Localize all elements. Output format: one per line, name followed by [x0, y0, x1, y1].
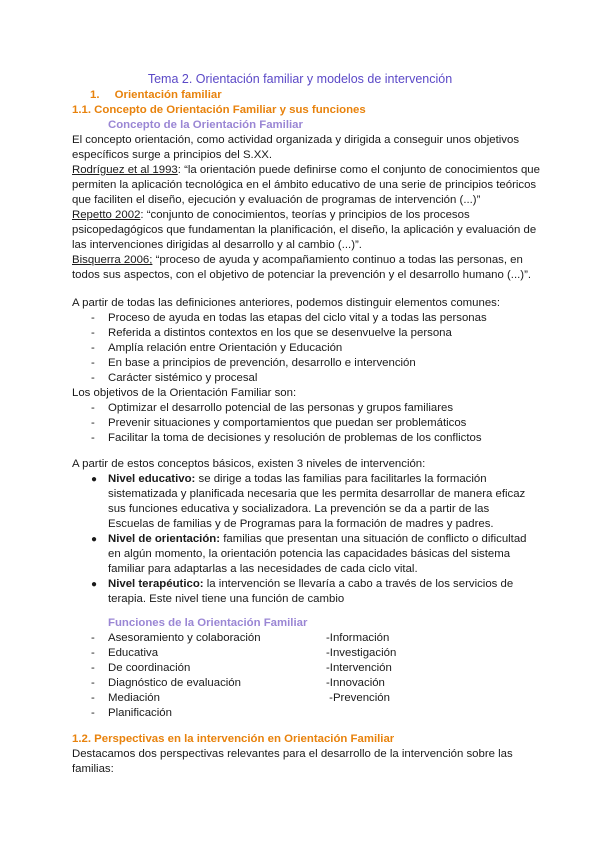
nivel-educativo-line-3: sus funciones educativa y socializadora. La prevención se da a partir de las — [108, 503, 490, 515]
elemento-item: Referida a distintos contextos en los que se desenvuelve la persona — [108, 327, 452, 339]
nivel-educativo-line-4: Escuelas de familias y de Programas para la formación de madres y padres. — [108, 518, 494, 530]
subsection-heading-1-2: 1.2. Perspectivas en la intervención en Orientación Familiar — [72, 733, 395, 745]
nivel-text: se dirige a todas las familias para facilitarles la formación — [195, 473, 487, 485]
list-dash: - — [91, 417, 95, 429]
list-dash: - — [91, 327, 95, 339]
document-title: Tema 2. Orientación familiar y modelos de intervención — [147, 72, 453, 86]
funcion-item-right: -Prevención — [326, 692, 390, 704]
funciones-heading: Funciones de la Orientación Familiar — [108, 617, 308, 629]
list-dash: - — [91, 707, 95, 719]
list-dash: - — [91, 677, 95, 689]
rodriguez-line-2: permiten la aplicación tecnológica en el ámbito educativo de una serie de principios teóricos — [72, 179, 537, 191]
objetivo-item: Optimizar el desarrollo potencial de las personas y grupos familiares — [108, 402, 454, 414]
funcion-item-right: -Información — [326, 632, 390, 644]
funcion-item: De coordinación — [108, 662, 191, 674]
bisquerra-line-1 — [72, 253, 523, 268]
nivel-orientacion-line-1 — [108, 532, 527, 547]
funcion-item-right: -Intervención — [326, 662, 392, 674]
list-dash: - — [91, 357, 95, 369]
list-dash: - — [91, 372, 95, 384]
nivel-text: la intervención se llevaría a cabo a través de los servicios de — [203, 578, 514, 590]
nivel-educativo-line-1 — [108, 472, 487, 487]
objetivo-item: Prevenir situaciones y comportamientos que puedan ser problemáticos — [108, 417, 467, 429]
nivel-orientacion-line-3: familiar para adaptarlas a las necesidades de cada ciclo vital. — [108, 563, 418, 575]
list-dash: - — [91, 402, 95, 414]
nivel-terapeutico-line-2: terapia. Este nivel tiene una función de cambio — [108, 593, 345, 605]
list-dash: - — [91, 342, 95, 354]
elemento-item: Carácter sistémico y procesal — [108, 372, 258, 384]
intro-line-2: específicos surge a principios del S.XX. — [72, 149, 273, 161]
elementos-intro: A partir de todas las definiciones anteriores, podemos distinguir elementos comunes: — [72, 297, 501, 309]
bisquerra-text: “proceso de ayuda y acompañamiento continuo a todas las personas, en — [152, 254, 523, 266]
repetto-line-3: las intervenciones dirigidas al desarrollo y al cambio (...)”. — [72, 239, 362, 251]
bullet-dot: ● — [91, 579, 98, 590]
rodriguez-line-1 — [72, 163, 540, 178]
elemento-item: Amplía relación entre Orientación y Educación — [108, 342, 343, 354]
nivel-educativo-line-2: sistematizada y planificada necesaria que les permita desarrollar de manera eficaz — [108, 488, 526, 500]
funcion-item-right: -Innovación — [326, 677, 385, 689]
concepto-heading: Concepto de la Orientación Familiar — [108, 119, 303, 131]
funcion-item: Planificación — [108, 707, 172, 719]
nivel-terapeutico-line-1 — [108, 577, 513, 592]
section-heading-1 — [90, 88, 222, 103]
funcion-item: Educativa — [108, 647, 159, 659]
objetivo-item: Facilitar la toma de decisiones y resolución de problemas de los conflictos — [108, 432, 482, 444]
outro-line-1: Destacamos dos perspectivas relevantes para el desarrollo de la intervención sobre las — [72, 748, 513, 760]
bisquerra-line-2: todos sus aspectos, con el objetivo de potenciar la prevención y el desarrollo humano (...)”. — [72, 269, 532, 281]
rodriguez-line-3: que faciliten el diseño, ejecución y evaluación de programas de intervención (...)” — [72, 194, 481, 206]
nivel-name: Nivel terapéutico: — [108, 578, 204, 590]
section-label: Orientación familiar — [114, 89, 222, 101]
nivel-orientacion-line-2: en algún momento, la orientación potencia las capacidades básicas del sistema — [108, 548, 511, 560]
section-number: 1. — [90, 89, 100, 101]
list-dash: - — [91, 312, 95, 324]
niveles-intro: A partir de estos conceptos básicos, existen 3 niveles de intervención: — [72, 458, 426, 470]
elemento-item: En base a principios de prevención, desarrollo e intervención — [108, 357, 416, 369]
repetto-citation: Repetto 2002 — [72, 209, 141, 221]
list-dash: - — [91, 632, 95, 644]
repetto-text: : “conjunto de conocimientos, teorías y principios de los procesos — [140, 209, 470, 221]
funcion-item: Asesoramiento y colaboración — [108, 632, 261, 644]
nivel-text: familias que presentan una situación de conflicto o dificultad — [220, 533, 527, 545]
bullet-dot: ● — [91, 534, 98, 545]
repetto-line-1 — [72, 208, 470, 223]
nivel-name: Nivel educativo: — [108, 473, 196, 485]
objetivos-intro: Los objetivos de la Orientación Familiar son: — [72, 387, 297, 399]
repetto-line-2: psicopedagógicos que fundamentan la planificación, el diseño, la aplicación y evaluación de — [72, 224, 537, 236]
funcion-item: Mediación — [108, 692, 160, 704]
rodriguez-citation: Rodríguez et al 1993 — [72, 164, 178, 176]
list-dash: - — [91, 662, 95, 674]
list-dash: - — [91, 647, 95, 659]
outro-line-2: familias: — [72, 763, 114, 775]
funcion-item: Diagnóstico de evaluación — [108, 677, 241, 689]
nivel-name: Nivel de orientación: — [108, 533, 221, 545]
list-dash: - — [91, 692, 95, 704]
intro-line-1: El concepto orientación, como actividad organizada y dirigida a conseguir unos objetivos — [72, 134, 520, 146]
elemento-item: Proceso de ayuda en todas las etapas del ciclo vital y a todas las personas — [108, 312, 487, 324]
list-dash: - — [91, 432, 95, 444]
subsection-heading-1-1: 1.1. Concepto de Orientación Familiar y sus funciones — [72, 104, 366, 116]
rodriguez-text: : “la orientación puede definirse como el conjunto de conocimientos que — [177, 164, 540, 176]
bullet-dot: ● — [91, 474, 98, 485]
funcion-item-right: -Investigación — [326, 647, 397, 659]
bisquerra-citation: Bisquerra 2006; — [72, 254, 153, 266]
